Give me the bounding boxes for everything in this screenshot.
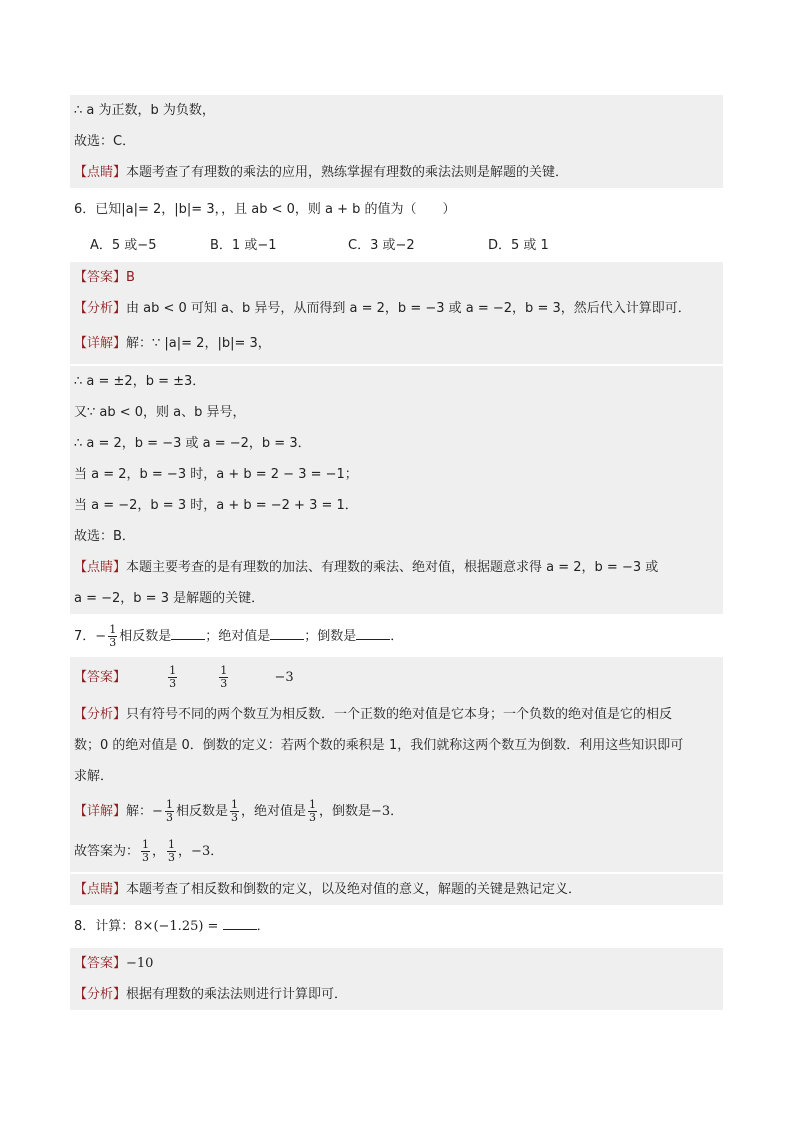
note-tag: 【点睛】 (74, 165, 127, 180)
q6-options (70, 230, 723, 261)
q6-detail-4: ∴ a = 2，b = −3 或 a = −2，b = 3． (70, 428, 723, 459)
q8-expression: 8×(−1.25) = (134, 919, 219, 934)
final-sep-2: ， (178, 844, 192, 859)
q5-choice-line: 故选：C． (70, 126, 723, 157)
analysis-text: 只有符号不同的两个数互为相反数．一个正数的绝对值是它本身；一个负数的绝对值是它的相反 (126, 707, 673, 722)
final-frac-2: $\frac{1}{3}$ (168, 838, 176, 864)
final-end: −3． (191, 844, 224, 859)
detail-tag: 【详解】 (74, 804, 127, 819)
q8-answer-line (70, 948, 723, 979)
detail-f: ． (390, 804, 404, 819)
q6-detail-3: 又∵ ab < 0，则 a、b 异号， (70, 397, 723, 428)
q6-detail-5: 当 a = 2，b = −3 时，a + b = 2 − 3 = −1； (70, 459, 723, 490)
q7-stem (70, 620, 723, 654)
note-text: 本题主要考查的是有理数的加法、有理数的乘法、绝对值，根据题意求得 a = 2，b = −3 或 (126, 560, 659, 575)
final-frac-1: $\frac{1}{3}$ (142, 838, 150, 864)
q6-detail-2: ∴ a = ±2，b = ±3． (70, 366, 723, 397)
analysis-tag: 【分析】 (74, 301, 127, 316)
q6-option-a[interactable]: A．5 或−5 (90, 238, 157, 253)
q8-text-a: 8．计算： (74, 919, 135, 934)
note-text: 本题考查了有理数的乘法的应用，熟练掌握有理数的乘法法则是解题的关键． (126, 165, 569, 180)
q7-answer-2: $\frac{1}{3}$ (220, 664, 228, 690)
q6-note-line (70, 552, 723, 583)
q6-answer-line (70, 262, 723, 293)
q7-number: 7． (74, 629, 96, 644)
analysis-text: 由 ab < 0 可知 a、b 异号，从而得到 a = 2，b = −3 或 a = −2，b = 3，然后代入计算即可． (126, 301, 691, 316)
q7-text-a: 相反数是 (119, 629, 172, 644)
analysis-tag: 【分析】 (74, 707, 127, 722)
detail-frac-3: $\frac{1}{3}$ (308, 798, 316, 824)
q7-final-line (70, 832, 723, 872)
q7-detail-line (70, 792, 723, 832)
q6-choice-line: 故选：B． (70, 521, 723, 552)
q5-conclusion-line: ∴ a 为正数，b 为负数， (70, 95, 723, 126)
detail-frac-2: $\frac{1}{3}$ (230, 798, 238, 824)
detail-tag: 【详解】 (74, 336, 127, 351)
q7-analysis-line (70, 699, 723, 730)
q6-note-line-2: a = −2，b = 3 是解题的关键． (70, 583, 723, 614)
final-a: 故答案为： (74, 844, 140, 859)
q7-end: ． (390, 629, 404, 644)
q6-analysis-line (70, 293, 723, 324)
q8-end: ． (256, 919, 270, 934)
q8-stem (70, 911, 723, 942)
analysis-text: 根据有理数的乘法法则进行计算即可． (126, 987, 348, 1002)
q7-minus: − (95, 629, 107, 644)
detail-text: 解：∵ |a|= 2，|b|= 3， (126, 336, 271, 351)
q7-note-line (70, 874, 723, 905)
q7-text-b: ；绝对值是 (205, 629, 271, 644)
q7-analysis-line-2: 数；0 的绝对值是 0．倒数的定义：若两个数的乘积是 1，我们就称这两个数互为倒数．利用这些知识即可 (70, 730, 723, 761)
q7-text-c: ；倒数是 (304, 629, 357, 644)
q7-blank-1[interactable] (171, 625, 205, 640)
q7-fraction: $\frac{1}{3}$ (109, 623, 117, 649)
q7-analysis-line-3: 求解． (70, 761, 723, 792)
answer-value: −10 (126, 956, 154, 971)
detail-minus: − (152, 804, 163, 819)
analysis-tag: 【分析】 (74, 987, 127, 1002)
q8-analysis-line (70, 979, 723, 1010)
q7-blank-2[interactable] (270, 625, 304, 640)
q5-note-line (70, 157, 723, 188)
detail-a: 解： (126, 804, 153, 819)
detail-b: 相反数是 (175, 804, 228, 819)
q6-detail-line (70, 324, 723, 364)
detail-c: ，绝对值是 (240, 804, 306, 819)
q6-option-c[interactable]: C．3 或−2 (348, 238, 415, 253)
note-tag: 【点睛】 (74, 882, 127, 897)
q7-answer-3: −3 (274, 670, 294, 685)
detail-e: −3 (370, 804, 391, 819)
q6-option-b[interactable]: B．1 或−1 (210, 238, 277, 253)
q6-option-d[interactable]: D．5 或 1 (488, 238, 549, 253)
q7-answer-line (70, 657, 723, 699)
final-sep-1: ， (152, 844, 166, 859)
q6-detail-6: 当 a = −2，b = 3 时，a + b = −2 + 3 = 1． (70, 490, 723, 521)
answer-tag: 【答案】 (74, 956, 127, 971)
detail-frac-1: $\frac{1}{3}$ (165, 798, 173, 824)
q8-blank[interactable] (223, 915, 257, 930)
q7-answer-1: $\frac{1}{3}$ (169, 664, 177, 690)
answer-tag: 【答案】 (74, 270, 127, 285)
q7-blank-3[interactable] (356, 625, 390, 640)
q6-stem: 6．已知|a|= 2，|b|= 3，，且 ab < 0，则 a + b 的值为（ ） (74, 202, 456, 217)
note-text: 本题考查了相反数和倒数的定义，以及绝对值的意义，解题的关键是熟记定义． (126, 882, 582, 897)
answer-value: B (126, 270, 135, 285)
detail-d: ，倒数是 (318, 804, 371, 819)
answer-tag: 【答案】 (74, 670, 127, 685)
note-tag: 【点睛】 (74, 560, 127, 575)
